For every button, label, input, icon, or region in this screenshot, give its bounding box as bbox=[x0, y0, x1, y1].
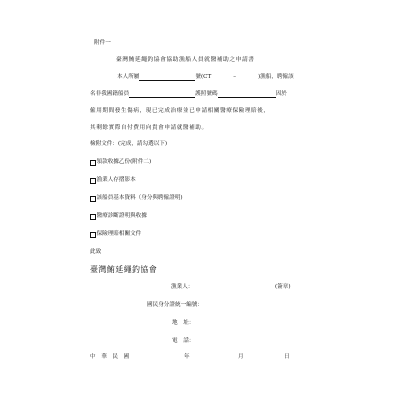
attachment-item bbox=[90, 160, 151, 166]
passport-number-blank bbox=[218, 92, 276, 98]
form-title: 臺灣鮪延繩釣協會協助漁船人員就醫補助之申請書 bbox=[116, 57, 255, 63]
checkbox[interactable] bbox=[90, 214, 96, 220]
line1-vessel-suffix: )漁船，聘僱該 bbox=[257, 74, 294, 81]
attachment-label: 保險理賠相關文件 bbox=[96, 231, 142, 237]
checkbox[interactable] bbox=[90, 160, 96, 166]
body-line-3: 僱用期間發生傷病，現已完成治療並已申請相關醫療保險理賠後， bbox=[90, 108, 270, 114]
checkbox[interactable] bbox=[90, 196, 96, 202]
closing-salutation: 此致 bbox=[90, 249, 102, 255]
line2-because-label: 因於 bbox=[275, 91, 287, 98]
attachment-item bbox=[90, 178, 136, 184]
attachment-label: 領款收據乙份(附件二) bbox=[96, 159, 152, 165]
recipient-org: 臺灣鮪延繩釣協會 bbox=[90, 265, 158, 274]
line2-passport-label: 護照號碼 bbox=[195, 91, 218, 98]
body-line-1 bbox=[117, 75, 294, 81]
address-label: 地 址： bbox=[172, 320, 195, 326]
line1-vessel-no-label: 號(CT bbox=[195, 74, 212, 81]
checkbox[interactable] bbox=[90, 232, 96, 238]
attachment-item bbox=[90, 232, 141, 238]
attachment-label: 醫療診斷證明與收據 bbox=[96, 213, 147, 219]
id-number-label: 國民身分證統一編號： bbox=[147, 302, 203, 308]
checkbox[interactable] bbox=[90, 178, 96, 184]
line1-dash: – bbox=[233, 74, 236, 81]
date-era: 中 華 民 國 bbox=[90, 354, 130, 360]
attachment-label: 該船員基本資料（身分與聘僱證明) bbox=[96, 195, 183, 201]
attachment-label: 漁業人存摺影本 bbox=[96, 177, 136, 183]
date-month: 月 bbox=[238, 354, 244, 360]
date-day: 日 bbox=[284, 354, 290, 360]
date-year: 年 bbox=[184, 354, 190, 360]
vessel-name-blank bbox=[139, 75, 195, 81]
annex-label: 附件一 bbox=[94, 40, 111, 46]
body-line-2 bbox=[90, 92, 287, 98]
fisher-label: 漁業人： bbox=[171, 284, 194, 290]
attachments-heading: 檢附文件：(完成，請勾選以下) bbox=[90, 141, 168, 147]
attachment-item bbox=[90, 196, 183, 202]
phone-label: 電 話： bbox=[172, 338, 195, 344]
seal-label: (簽章) bbox=[275, 284, 291, 290]
attachment-item bbox=[90, 214, 147, 220]
body-line-4: 其剩餘實際自付費用向貴會申請就醫補助。 bbox=[90, 125, 208, 131]
crew-name-blank bbox=[129, 92, 195, 98]
line2-crew-label: 名非我國籍船員 bbox=[90, 91, 130, 98]
line1-owner-label: 本人所屬 bbox=[117, 74, 140, 81]
